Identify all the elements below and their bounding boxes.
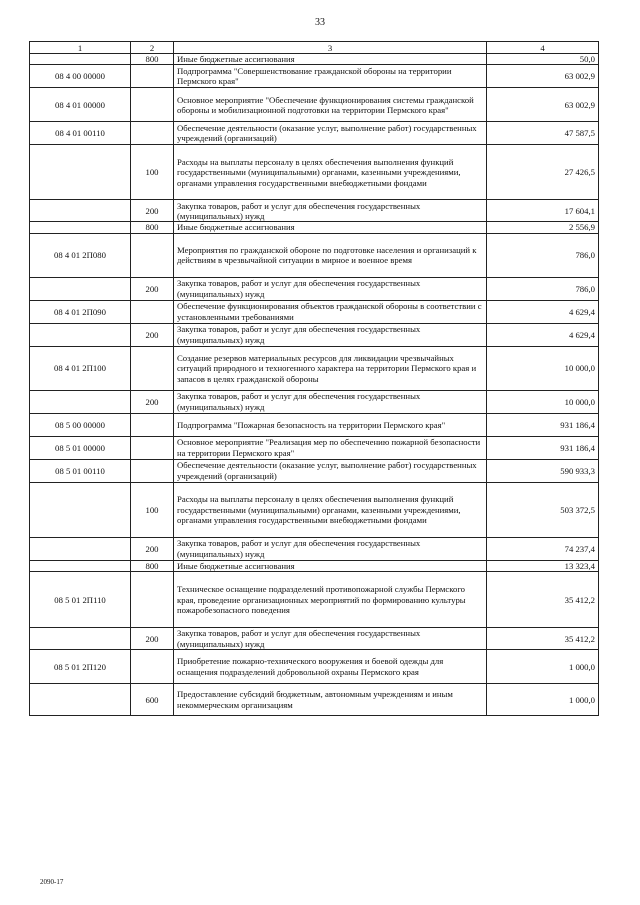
row-amount-cell: 50,0 — [487, 54, 599, 65]
row-amount-cell: 503 372,5 — [487, 482, 599, 537]
row-name-cell: Иные бюджетные ассигнования — [174, 222, 487, 233]
row-type-cell — [131, 88, 174, 122]
table-row — [30, 233, 599, 277]
table-row — [30, 65, 599, 88]
row-name-cell: Закупка товаров, работ и услуг для обеспечения государственных (муниципальных) нужд — [174, 277, 487, 300]
row-amount-cell: 10 000,0 — [487, 390, 599, 413]
row-code-cell: 08 5 01 2П110 — [30, 572, 131, 628]
table-row — [30, 145, 599, 200]
row-type-cell — [131, 233, 174, 277]
row-code-cell: 08 4 01 2П100 — [30, 346, 131, 390]
row-type-cell: 200 — [131, 390, 174, 413]
row-name-cell: Закупка товаров, работ и услуг для обеспечения государственных (муниципальных) нужд — [174, 537, 487, 560]
row-type-cell: 200 — [131, 200, 174, 222]
column-header: 4 — [487, 42, 599, 54]
row-type-cell — [131, 436, 174, 459]
table-row — [30, 54, 599, 65]
row-code-cell — [30, 54, 131, 65]
row-amount-cell: 786,0 — [487, 233, 599, 277]
row-amount-cell: 35 412,2 — [487, 628, 599, 650]
row-type-cell — [131, 572, 174, 628]
budget-table — [29, 41, 599, 716]
row-code-cell: 08 4 00 00000 — [30, 65, 131, 88]
row-amount-cell: 1 000,0 — [487, 650, 599, 684]
row-amount-cell: 63 002,9 — [487, 65, 599, 88]
row-amount-cell: 74 237,4 — [487, 537, 599, 560]
table-row — [30, 459, 599, 482]
column-header: 1 — [30, 42, 131, 54]
table-row — [30, 277, 599, 300]
row-code-cell: 08 4 01 2П090 — [30, 300, 131, 323]
row-code-cell — [30, 323, 131, 346]
row-name-cell: Основное мероприятие "Обеспечение функционирования системы гражданской обороны и мобилизационной подготовки на территории Пермского края" — [174, 88, 487, 122]
row-code-cell — [30, 684, 131, 716]
table-row — [30, 628, 599, 650]
table-row — [30, 300, 599, 323]
row-amount-cell: 2 556,9 — [487, 222, 599, 233]
page-number: 33 — [315, 17, 325, 28]
row-amount-cell: 4 629,4 — [487, 323, 599, 346]
table-row — [30, 684, 599, 716]
row-name-cell: Закупка товаров, работ и услуг для обеспечения государственных (муниципальных) нужд — [174, 323, 487, 346]
row-name-cell: Приобретение пожарно-технического вооружения и боевой одежды для оснащения подразделений добровольной охраны Пермского края — [174, 650, 487, 684]
row-amount-cell: 10 000,0 — [487, 346, 599, 390]
row-name-cell: Подпрограмма "Пожарная безопасность на территории Пермского края" — [174, 413, 487, 436]
row-name-cell: Иные бюджетные ассигнования — [174, 560, 487, 571]
row-code-cell — [30, 390, 131, 413]
column-header: 3 — [174, 42, 487, 54]
row-amount-cell: 786,0 — [487, 277, 599, 300]
row-name-cell: Техническое оснащение подразделений противопожарной службы Пермского края, проведение организационных мероприятий по формированию культуры пожаробезопасного поведения — [174, 572, 487, 628]
row-type-cell — [131, 346, 174, 390]
row-type-cell: 800 — [131, 54, 174, 65]
row-code-cell: 08 4 01 2П080 — [30, 233, 131, 277]
row-type-cell: 800 — [131, 560, 174, 571]
row-type-cell: 200 — [131, 277, 174, 300]
row-name-cell: Создание резервов материальных ресурсов для ликвидации чрезвычайных ситуаций природного и техногенного характера на территории Пермского края и запасов в целях гражданской обороны — [174, 346, 487, 390]
row-amount-cell: 590 933,3 — [487, 459, 599, 482]
row-amount-cell: 13 323,4 — [487, 560, 599, 571]
row-amount-cell: 47 587,5 — [487, 122, 599, 145]
row-name-cell: Обеспечение деятельности (оказание услуг, выполнение работ) государственных учреждений (организаций) — [174, 459, 487, 482]
row-amount-cell: 931 186,4 — [487, 436, 599, 459]
row-code-cell — [30, 537, 131, 560]
row-name-cell: Основное мероприятие "Реализация мер по обеспечению пожарной безопасности на территории Пермского края" — [174, 436, 487, 459]
row-name-cell: Расходы на выплаты персоналу в целях обеспечения выполнения функций государственными (муниципальными) органами, казенными учреждениями, органами управления государственными внебюджетными фондами — [174, 145, 487, 200]
row-code-cell — [30, 560, 131, 571]
row-name-cell: Обеспечение деятельности (оказание услуг, выполнение работ) государственных учреждений (организаций) — [174, 122, 487, 145]
table-row — [30, 88, 599, 122]
row-name-cell: Обеспечение функционирования объектов гражданской обороны в соответствии с установленными требованиями — [174, 300, 487, 323]
table-row — [30, 572, 599, 628]
row-amount-cell: 63 002,9 — [487, 88, 599, 122]
row-type-cell: 600 — [131, 684, 174, 716]
table-row — [30, 650, 599, 684]
footer-code: 2090-17 — [40, 878, 64, 886]
row-type-cell — [131, 413, 174, 436]
row-name-cell: Закупка товаров, работ и услуг для обеспечения государственных (муниципальных) нужд — [174, 628, 487, 650]
row-type-cell — [131, 300, 174, 323]
table-row — [30, 222, 599, 233]
table-row — [30, 560, 599, 571]
table-row — [30, 413, 599, 436]
table-header-row — [30, 42, 599, 54]
row-type-cell — [131, 122, 174, 145]
row-amount-cell: 1 000,0 — [487, 684, 599, 716]
row-code-cell — [30, 482, 131, 537]
table-row — [30, 346, 599, 390]
row-type-cell: 200 — [131, 323, 174, 346]
row-name-cell: Иные бюджетные ассигнования — [174, 54, 487, 65]
row-amount-cell: 27 426,5 — [487, 145, 599, 200]
table-row — [30, 122, 599, 145]
row-type-cell — [131, 65, 174, 88]
table-row — [30, 323, 599, 346]
row-name-cell: Мероприятия по гражданской обороне по подготовке населения и организаций к действиям в чрезвычайной ситуации в мирное и военное время — [174, 233, 487, 277]
row-type-cell — [131, 459, 174, 482]
row-type-cell: 200 — [131, 537, 174, 560]
row-code-cell: 08 5 01 2П120 — [30, 650, 131, 684]
table-row — [30, 537, 599, 560]
row-amount-cell: 931 186,4 — [487, 413, 599, 436]
row-amount-cell: 35 412,2 — [487, 572, 599, 628]
row-code-cell — [30, 200, 131, 222]
row-amount-cell: 4 629,4 — [487, 300, 599, 323]
row-type-cell: 100 — [131, 145, 174, 200]
row-code-cell: 08 5 00 00000 — [30, 413, 131, 436]
row-name-cell: Расходы на выплаты персоналу в целях обеспечения выполнения функций государственными (муниципальными) органами, казенными учреждениями, органами управления государственными внебюджетными фондами — [174, 482, 487, 537]
row-amount-cell: 17 604,1 — [487, 200, 599, 222]
row-type-cell: 100 — [131, 482, 174, 537]
row-name-cell: Закупка товаров, работ и услуг для обеспечения государственных (муниципальных) нужд — [174, 390, 487, 413]
table-row — [30, 482, 599, 537]
row-name-cell: Закупка товаров, работ и услуг для обеспечения государственных (муниципальных) нужд — [174, 200, 487, 222]
row-type-cell — [131, 650, 174, 684]
row-code-cell — [30, 222, 131, 233]
row-code-cell — [30, 628, 131, 650]
table-row — [30, 200, 599, 222]
table-row — [30, 436, 599, 459]
row-code-cell — [30, 145, 131, 200]
table-row — [30, 390, 599, 413]
row-type-cell: 800 — [131, 222, 174, 233]
row-name-cell: Подпрограмма "Совершенствование гражданской обороны на территории Пермского края" — [174, 65, 487, 88]
row-code-cell: 08 4 01 00110 — [30, 122, 131, 145]
row-name-cell: Предоставление субсидий бюджетным, автономным учреждениям и иным некоммерческим организациям — [174, 684, 487, 716]
row-code-cell — [30, 277, 131, 300]
row-code-cell: 08 5 01 00000 — [30, 436, 131, 459]
column-header: 2 — [131, 42, 174, 54]
row-code-cell: 08 5 01 00110 — [30, 459, 131, 482]
row-type-cell: 200 — [131, 628, 174, 650]
row-code-cell: 08 4 01 00000 — [30, 88, 131, 122]
